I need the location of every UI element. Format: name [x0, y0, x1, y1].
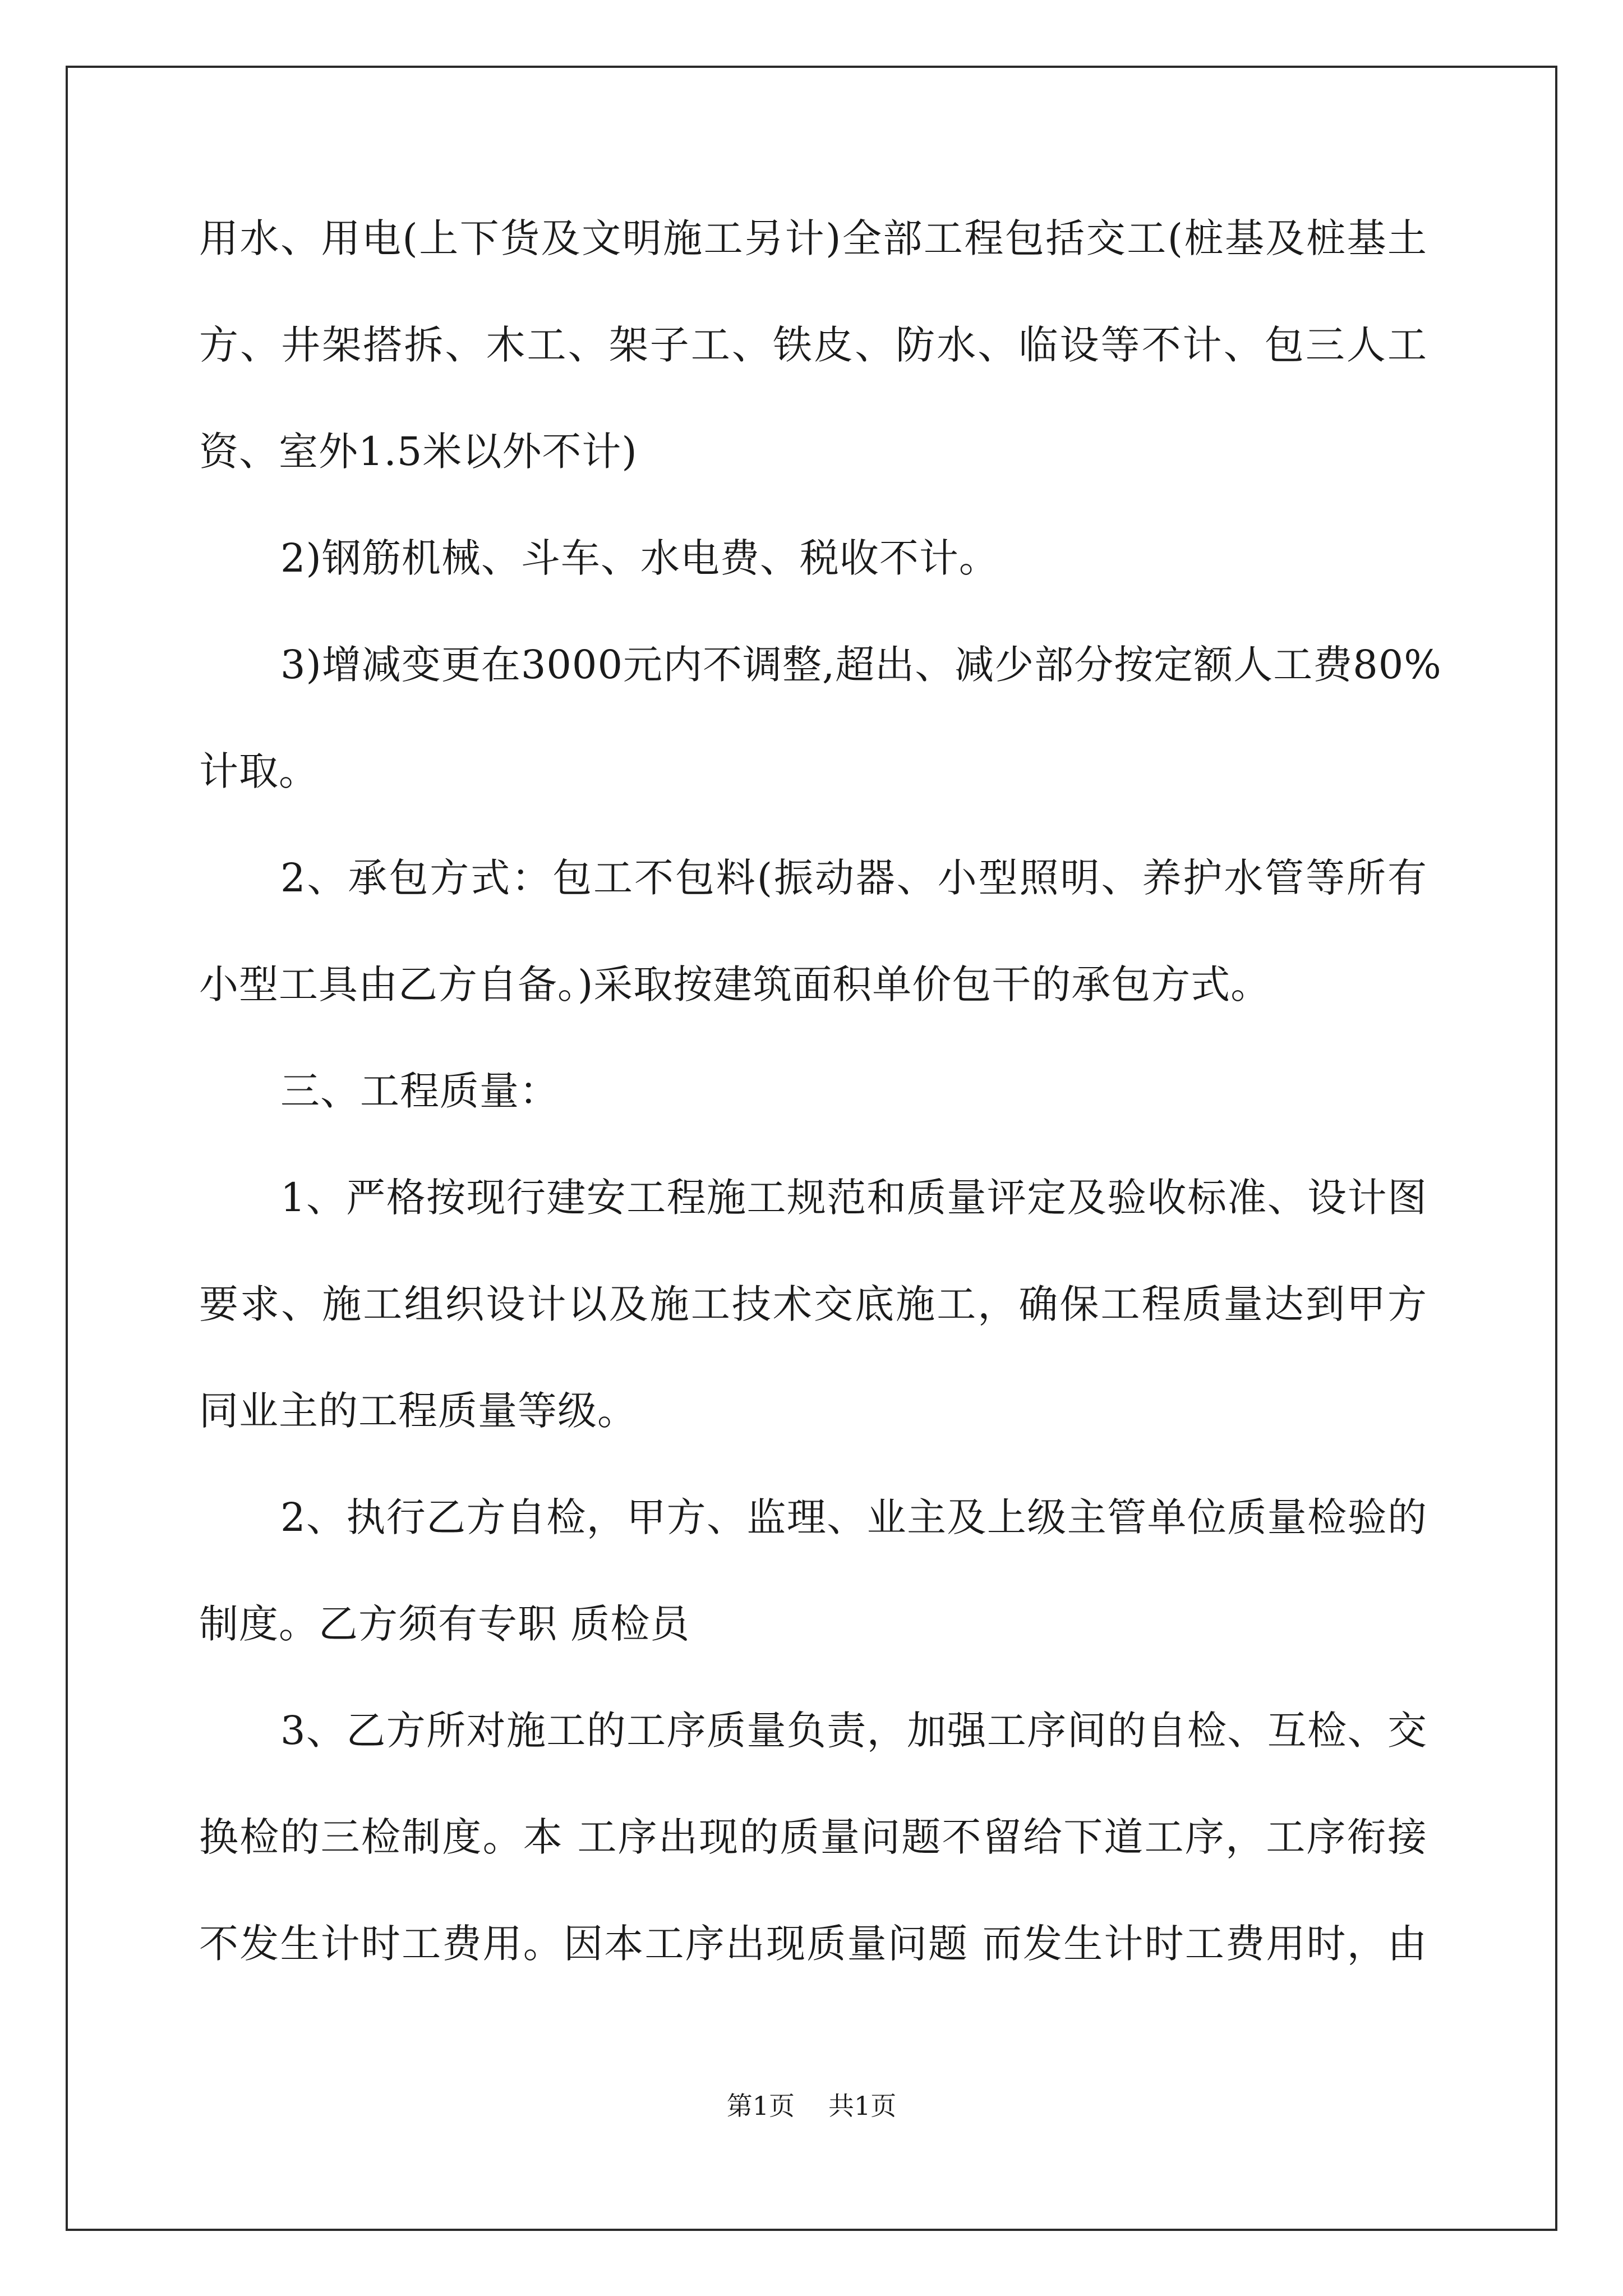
text-line: 3)增减变更在3000元内不调整,超出、减少部分按定额人工费80%	[280, 642, 1442, 688]
text-line: 1、严格按现行建安工程施工规范和质量评定及验收标准、设计图	[280, 1175, 1427, 1221]
text-line: 小型工具由乙方自备。)采取按建筑面积单价包干的承包方式。	[199, 961, 1271, 1007]
page-border	[66, 66, 1557, 2231]
text-line: 制度。乙方须有专职 质检员	[199, 1601, 690, 1647]
page-number: 第1页	[726, 2091, 795, 2121]
text-line: 要求、施工组织设计以及施工技术交底施工，确保工程质量达到甲方	[199, 1281, 1427, 1327]
text-line: 3、乙方所对施工的工序质量负责，加强工序间的自检、互检、交	[280, 1708, 1427, 1754]
text-line: 计取。	[199, 748, 319, 794]
text-line: 2、承包方式：包工不包料(振动器、小型照明、养护水管等所有	[280, 855, 1427, 901]
text-line: 换检的三检制度。本 工序出现的质量问题不留给下道工序，工序衔接	[199, 1814, 1427, 1860]
text-line: 资、室外1.5米以外不计)	[199, 429, 638, 475]
section-heading: 三、工程质量：	[280, 1068, 559, 1114]
text-line: 2)钢筋机械、斗车、水电费、税收不计。	[280, 535, 999, 581]
text-line: 2、执行乙方自检，甲方、监理、业主及上级主管单位质量检验的	[280, 1494, 1427, 1540]
page-footer	[0, 2089, 1623, 2123]
text-line: 方、井架搭拆、木工、架子工、铁皮、防水、临设等不计、包三人工	[199, 322, 1427, 368]
text-line: 不发生计时工费用。因本工序出现质量问题 而发生计时工费用时，由	[199, 1921, 1427, 1967]
text-line: 用水、用电(上下货及文明施工另计)全部工程包括交工(桩基及桩基土	[199, 215, 1427, 261]
page-total: 共1页	[828, 2091, 897, 2121]
text-line: 同业主的工程质量等级。	[199, 1388, 637, 1434]
